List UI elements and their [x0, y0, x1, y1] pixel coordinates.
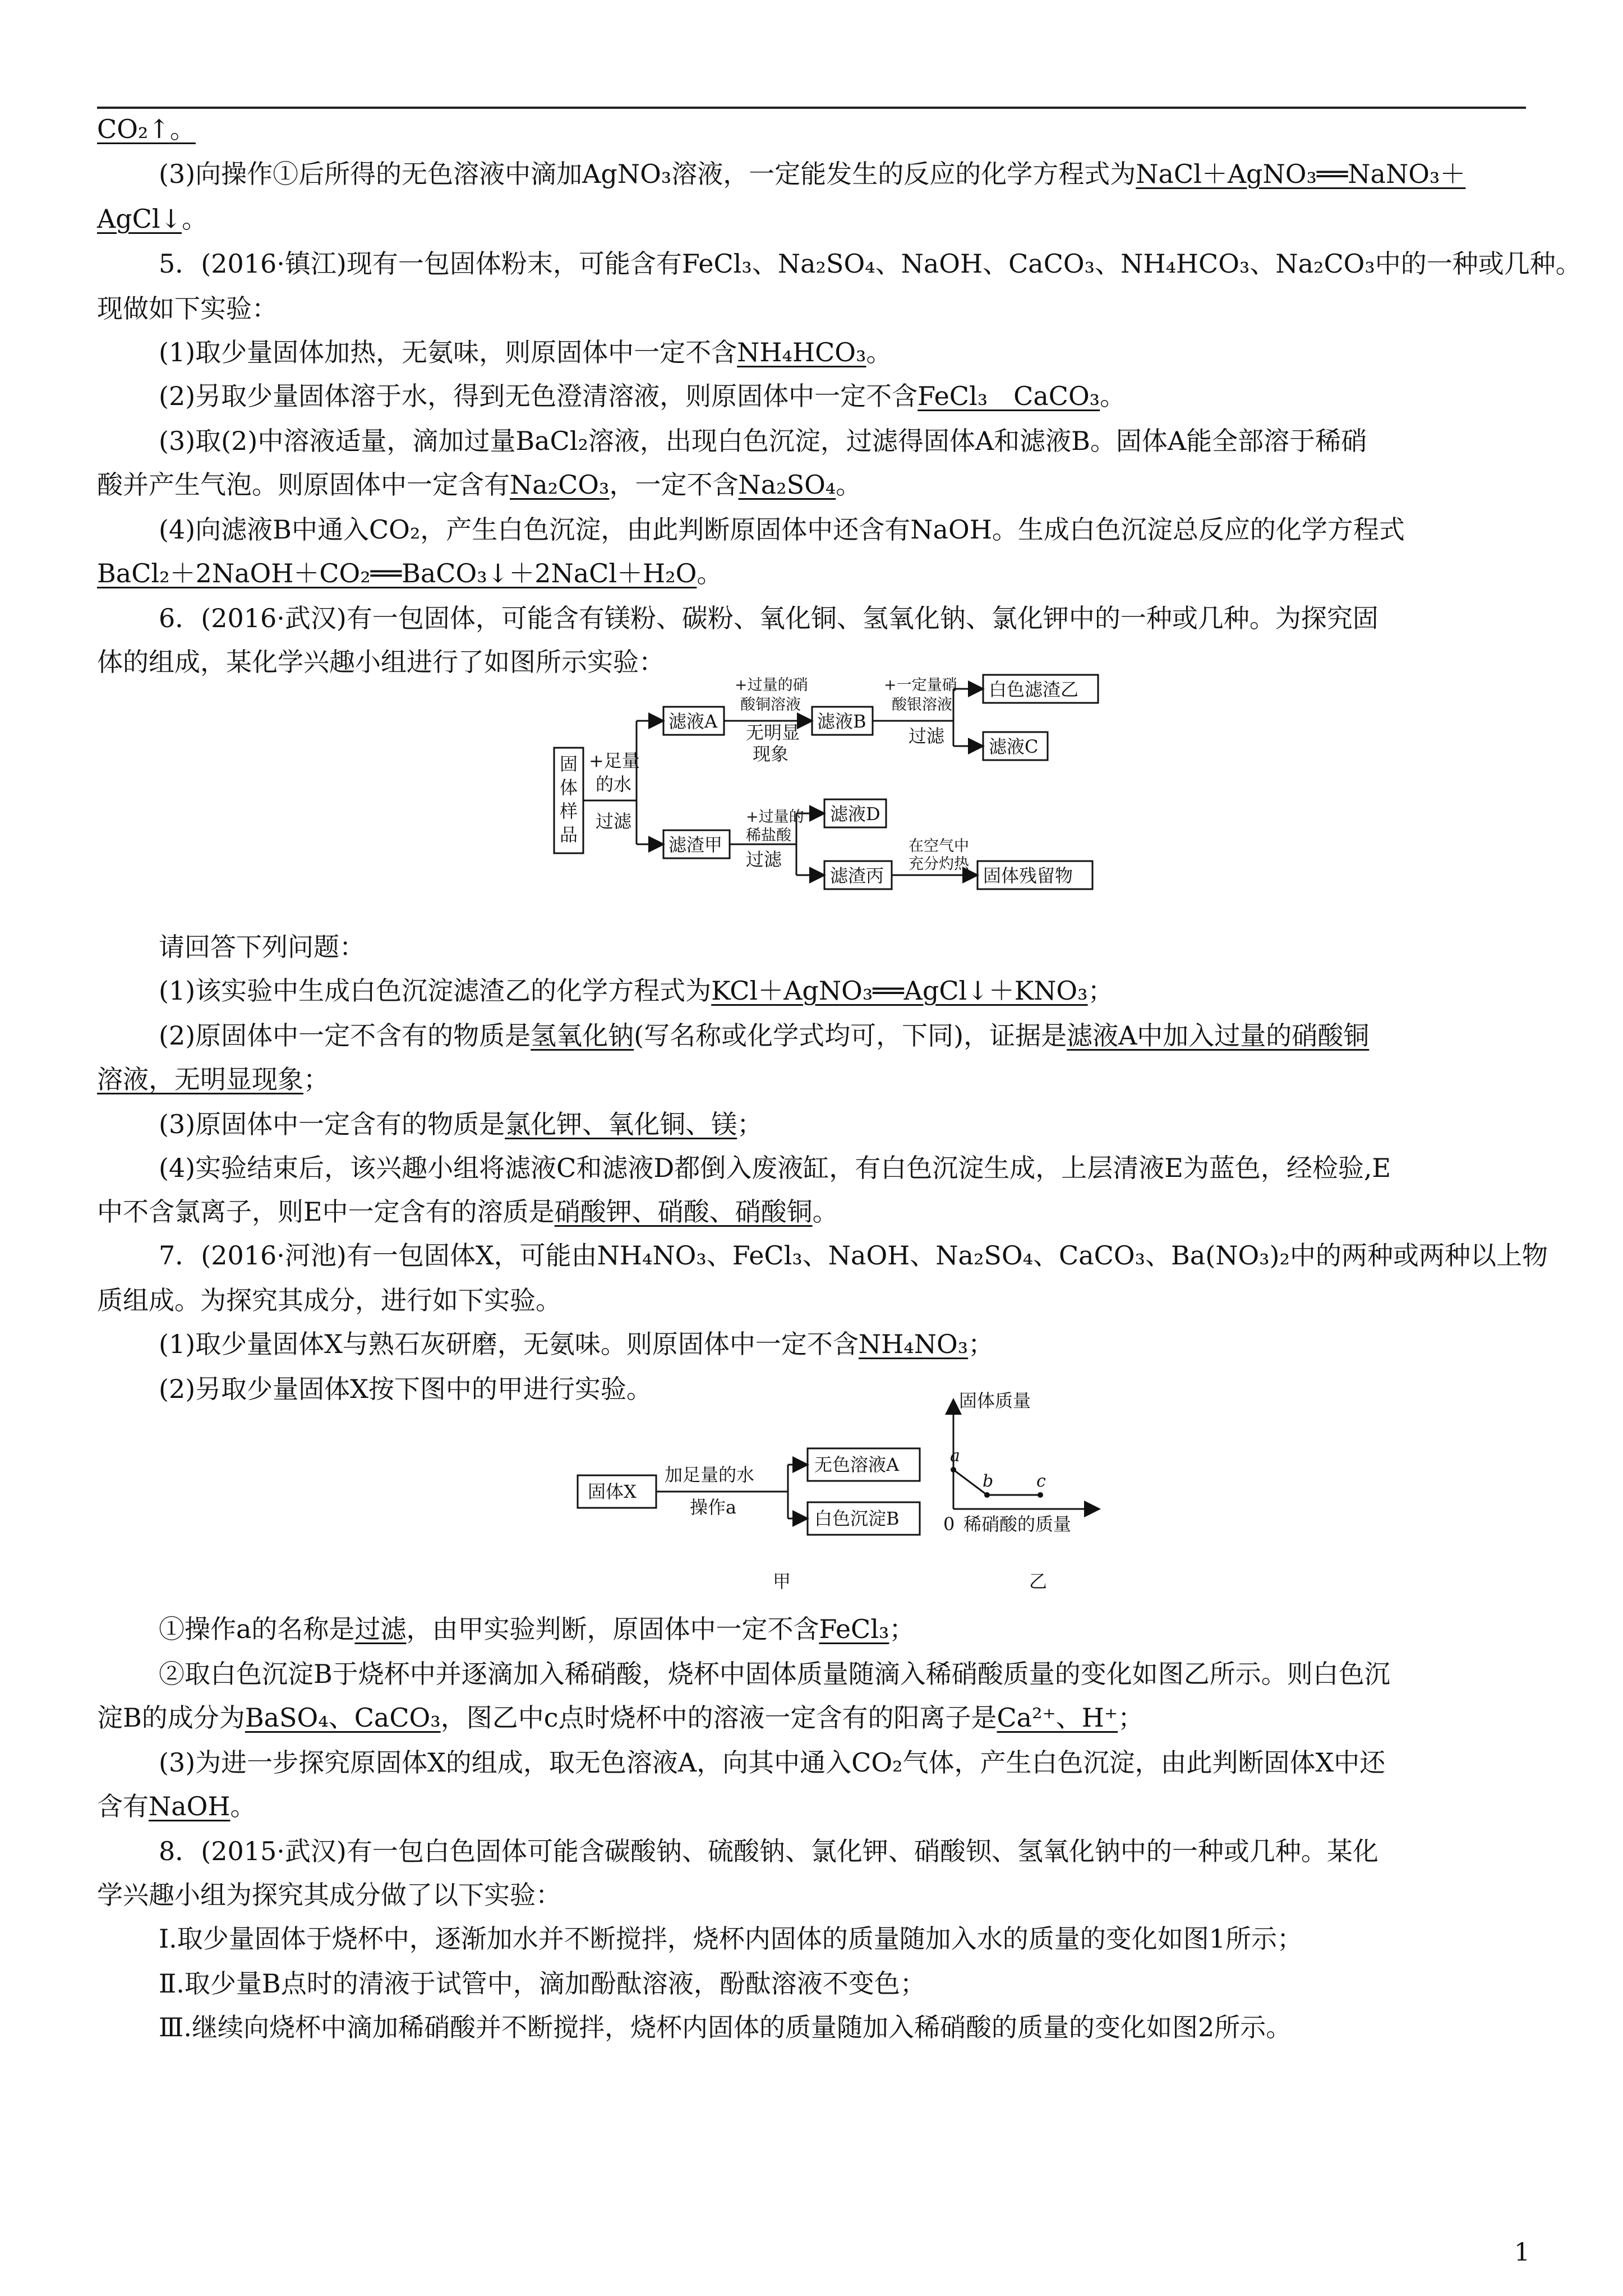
text-line: AgCl↓。: [97, 204, 208, 234]
flow-step4: 稀盐酸: [746, 827, 791, 844]
flow-operation: 操作a: [690, 1497, 737, 1518]
flow-sample-char: 固: [560, 753, 578, 775]
flow-solid-x: 固体X: [588, 1481, 637, 1502]
flow-solution-a: 无色溶液A: [814, 1454, 900, 1475]
flow-step3: 酸银溶液: [892, 696, 952, 714]
text-line: 质组成。为探究其成分，进行如下实验。: [97, 1285, 561, 1315]
flow-residue-bing: 滤渣丙: [830, 865, 884, 886]
text-line: BaCl₂＋2NaOH＋CO₂══BaCO₃↓＋2NaCl＋H₂O。: [97, 558, 723, 588]
text-line: Ⅰ.取少量固体于烧杯中，逐渐加水并不断搅拌，烧杯内固体的质量随加入水的质量的变化如图1所示；: [159, 1924, 1303, 1954]
text-line: (3)向操作①后所得的无色溶液中滴加AgNO₃溶液，一定能发生的反应的化学方程式为NaCl＋AgNO₃══NaNO₃＋: [159, 159, 1466, 189]
question-6-line: 6．(2016·武汉)有一包固体，可能含有镁粉、碳粉、氧化铜、氢氧化钠、氯化钾中的一种或几种。为探究固: [159, 603, 1378, 633]
text-line: (2)另取少量固体X按下图中的甲进行实验。: [159, 1374, 652, 1404]
text-line: 含有NaOH。: [97, 1791, 256, 1821]
text-line: (2)原固体中一定不含有的物质是氢氧化钠(写名称或化学式均可，下同)，证据是滤液A中加入过量的硝酸铜: [159, 1020, 1370, 1051]
flow-sample-char: 样: [560, 800, 578, 822]
flow-step2: 现象: [753, 743, 789, 765]
text-line: 请回答下列问题：: [159, 932, 365, 962]
flow-residue-yi: 白色滤渣乙: [989, 679, 1079, 700]
text-line: (2)另取少量固体溶于水，得到无色澄清溶液，则原固体中一定不含FeCl₃ CaCO₃。: [159, 381, 1126, 411]
text-line: 学兴趣小组为探究其成分做了以下实验：: [97, 1880, 561, 1910]
flow-sample-char: 品: [560, 824, 578, 845]
flowchart-q7-jia: [572, 1425, 942, 1593]
flow-step4: 过滤: [746, 849, 782, 870]
flow-filtrate-d: 滤液D: [830, 803, 880, 825]
flow-step3: 过滤: [909, 725, 945, 747]
text-line: 体的组成，某化学兴趣小组进行了如图所示实验：: [97, 647, 665, 677]
graph-origin: 0: [943, 1513, 955, 1535]
question-8-line: 8．(2015·武汉)有一包白色固体可能含碳酸钠、硫酸钠、氯化钾、硝酸钡、氢氧化钠中的一种或几种。某化: [159, 1836, 1378, 1866]
flow-filtrate-b: 滤液B: [817, 711, 866, 732]
text-line: (1)取少量固体加热，无氨味，则原固体中一定不含NH₄HCO₃。: [159, 337, 892, 367]
caption-yi: 乙: [1029, 1571, 1048, 1592]
flow-step1: 过滤: [596, 811, 632, 832]
flow-filtrate-a: 滤液A: [668, 711, 718, 732]
text-line: ②取白色沉淀B于烧杯中并逐滴加入稀硝酸，烧杯中固体质量随滴入稀硝酸质量的变化如图乙所示。则白色沉: [159, 1659, 1390, 1689]
flowchart-q6: [550, 670, 1138, 900]
graph-point-b: b: [983, 1471, 994, 1491]
flow-residue-jia: 滤渣甲: [668, 834, 723, 855]
question-7-line: 7．(2016·河池)有一包固体X，可能由NH₄NO₃、FeCl₃、NaOH、Na₂SO₄、CaCO₃、Ba(NO₃)₂中的两种或两种以上物: [159, 1240, 1548, 1271]
flow-step2: 无明显: [746, 722, 800, 743]
page-number: 1: [1514, 2238, 1530, 2267]
text-line: (3)取(2)中溶液适量，滴加过量BaCl₂溶液，出现白色沉淀，过滤得固体A和滤液B。固体A能全部溶于稀硝: [159, 426, 1367, 456]
graph-q7-yi: [937, 1386, 1138, 1593]
header-rule: [97, 107, 1526, 109]
text-line: ①操作a的名称是过滤，由甲实验判断，原固体中一定不含FeCl₃；: [159, 1614, 915, 1644]
flow-step5: 在空气中: [909, 838, 969, 855]
text-line: 酸并产生气泡。则原固体中一定含有Na₂CO₃，一定不含Na₂SO₄。: [97, 470, 862, 500]
text-line: 中不含氯离子，则E中一定含有的溶质是硝酸钾、硝酸、硝酸铜。: [97, 1197, 838, 1227]
flow-precipitate-b: 白色沉淀B: [814, 1508, 900, 1529]
text-line: (1)该实验中生成白色沉淀滤渣乙的化学方程式为KCl＋AgNO₃══AgCl↓＋KNO₃；: [159, 976, 1114, 1006]
graph-ylabel: 固体质量: [959, 1390, 1031, 1411]
text-line: (4)实验结束后，该兴趣小组将滤液C和滤液D都倒入废液缸，有白色沉淀生成，上层清液E为蓝色，经检验,E: [159, 1153, 1391, 1183]
text-line: 淀B的成分为BaSO₄、CaCO₃，图乙中c点时烧杯中的溶液一定含有的阳离子是Ca²⁺、H⁺；: [97, 1703, 1144, 1733]
flow-sample-char: 体: [560, 777, 578, 798]
flow-step2: +过量的硝: [735, 677, 808, 694]
graph-xlabel: 稀硝酸的质量: [963, 1513, 1072, 1535]
text-line: (4)向滤液B中通入CO₂，产生白色沉淀，由此判断原固体中还含有NaOH。生成白色沉淀总反应的化学方程式: [159, 514, 1405, 545]
graph-point-a: a: [950, 1446, 960, 1466]
text-line: (1)取少量固体X与熟石灰研磨，无氨味。则原固体中一定不含NH₄NO₃；: [159, 1329, 994, 1359]
flow-step4: +过量的: [746, 808, 804, 826]
graph-point-c: c: [1036, 1471, 1046, 1491]
flow-final-residue: 固体残留物: [983, 865, 1073, 886]
flow-step3: +一定量硝: [884, 677, 957, 694]
text-line: (3)原固体中一定含有的物质是氯化钾、氧化铜、镁；: [159, 1109, 763, 1139]
flow-step1: +足量: [589, 750, 640, 771]
flow-step1: 的水: [596, 774, 632, 795]
flow-filtrate-c: 滤液C: [989, 736, 1039, 757]
text-line: Ⅱ.取少量B点时的清液于试管中，滴加酚酞溶液，酚酞溶液不变色；: [159, 1968, 926, 1999]
text-line: (3)为进一步探究原固体X的组成，取无色溶液A，向其中通入CO₂气体，产生白色沉淀，由此判断固体X中还: [159, 1747, 1386, 1778]
flow-step2: 酸铜溶液: [740, 696, 801, 714]
text-line: 现做如下实验：: [97, 293, 278, 324]
caption-jia: 甲: [773, 1571, 791, 1592]
flow-operation: 加足量的水: [665, 1464, 755, 1485]
question-5-line: 5．(2016·镇江)现有一包固体粉末，可能含有FeCl₃、Na₂SO₄、NaOH、CaCO₃、NH₄HCO₃、Na₂CO₃中的一种或几种。: [159, 249, 1581, 279]
text-line: 溶液，无明显现象；: [97, 1064, 329, 1094]
flow-step5: 充分灼热: [909, 855, 969, 873]
text-line: CO₂↑。: [97, 114, 196, 144]
text-line: Ⅲ.继续向烧杯中滴加稀硝酸并不断搅拌，烧杯内固体的质量随加入稀硝酸的质量的变化如图2所示。: [159, 2012, 1292, 2042]
